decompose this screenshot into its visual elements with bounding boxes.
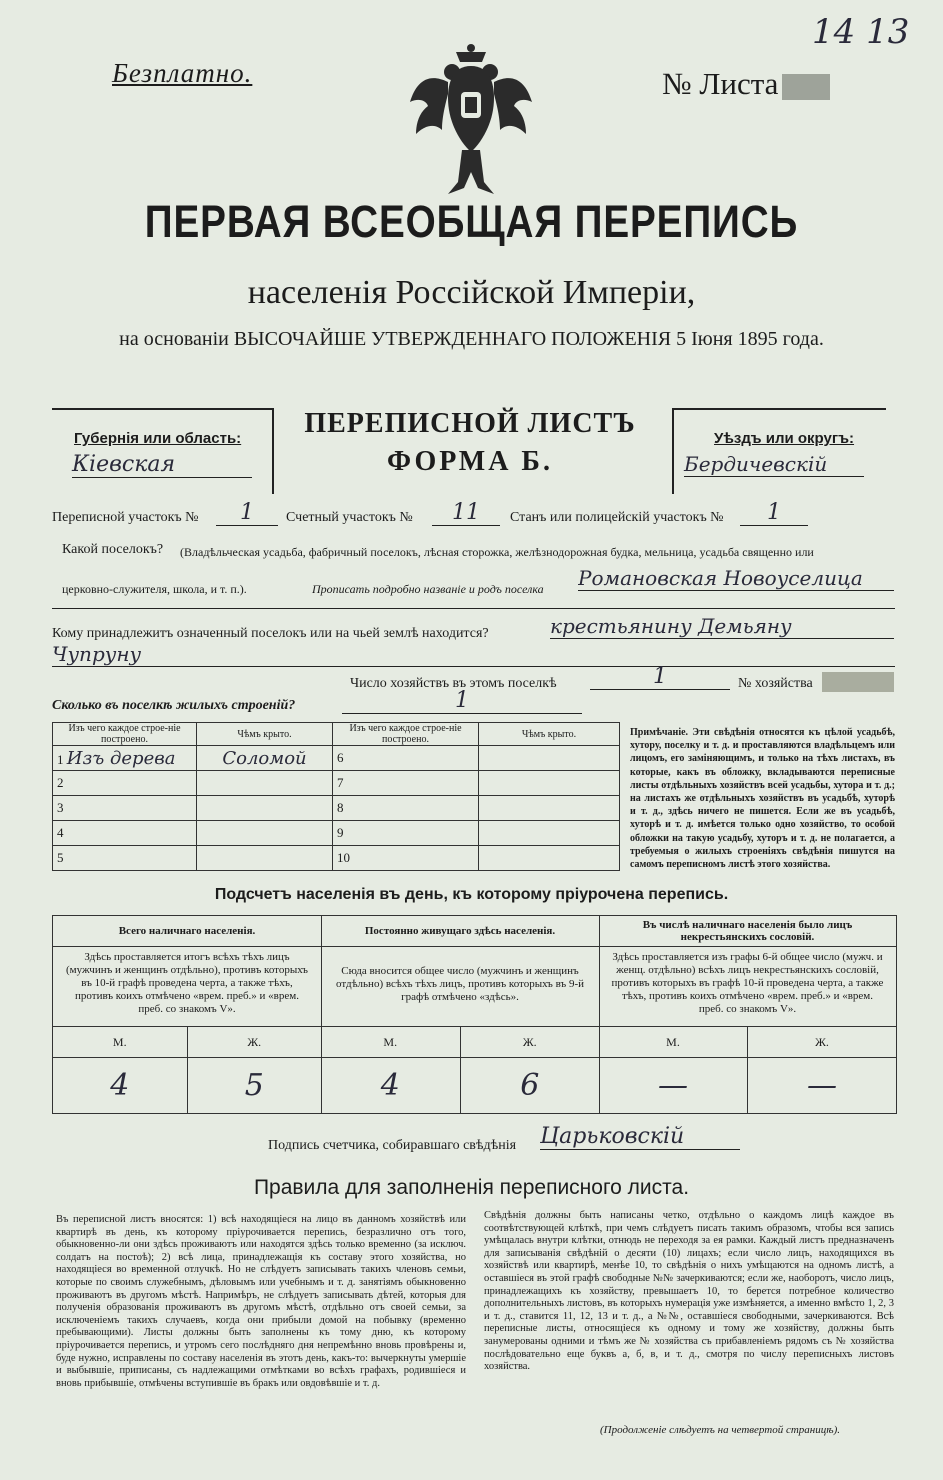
settlement-question: Какой поселокъ? xyxy=(62,542,164,557)
male-count-field[interactable]: 4 xyxy=(53,1058,188,1113)
signature-field[interactable]: Царьковскій xyxy=(540,1124,740,1150)
population-col-permanent xyxy=(321,916,600,1113)
owner-field-1[interactable]: крестьянину Демьяну xyxy=(550,614,894,639)
male-count-field[interactable]: 4 xyxy=(321,1058,461,1113)
form-name: ФОРМА Б. xyxy=(387,446,553,477)
gubernia-label: Губернія или область: xyxy=(74,430,242,447)
buildings-row xyxy=(53,746,620,771)
female-count-field[interactable]: 5 xyxy=(244,1068,264,1103)
buildings-row xyxy=(53,771,620,796)
row-number: 4 xyxy=(53,821,197,846)
female-count-field[interactable]: 6 xyxy=(520,1068,540,1103)
male-label: М. xyxy=(53,1027,188,1057)
buildings-col-material: Изъ чего каждое строе-ніе построено. xyxy=(53,723,197,746)
buildings-table xyxy=(52,722,620,871)
form-subtitle: населенія Россійской Имперіи, xyxy=(247,274,696,311)
settlement-hint-3: Прописать подробно названіе и родъ поселка xyxy=(312,582,544,596)
rules-right-column: Свѣдѣнія должны быть написаны четко, отдѣльно о каждомъ лицѣ каждое въ соотвѣтствующей клѣткѣ, при чемъ слѣдуетъ писать такимъ образомъ, чтобы вся запись умѣщалась внутри клѣтки, отнюдь не переходя за ея рамки. Каждый листъ предназначенъ для записыванія свѣдѣній о десяти (10) лицахъ; если число лицъ, находящихся въ хозяйствѣ или квартирѣ, менѣе 10, то свѣдѣнія о нихъ умѣщаются на одномъ листѣ, а оставшіеся въ этой графѣ свободные №№ зачеркиваются; если же, наоборотъ, число лицъ, принадлежащихъ къ хозяйству, превышаетъ 10, то берется потребное количество дополнительныхъ листовъ, въ которыхъ нумерація уже измѣняется, а именно вмѣсто 1, 2, 3 и т. д., ставится 11, 12, 13 и т. д., а №№, оставшіеся свободными, зачеркиваются. Всѣ переписные листы, относящіеся къ одному и тому же хозяйству, должны быть занумерованы одними и тѣмъ же № хозяйства съ прибавленіемъ рядомъ съ № хозяйства послѣдовательно еще буквъ а, б, в, и т. д., смотря по числу переписныхъ листовъ хозяйства. xyxy=(484,1210,894,1373)
roof-cell[interactable] xyxy=(479,821,620,846)
roof-cell[interactable] xyxy=(479,771,620,796)
row-number: 9 xyxy=(333,821,479,846)
census-precinct-field[interactable]: 1 xyxy=(216,500,278,526)
buildings-note: Примѣчаніе. Эти свѣдѣнія относятся къ цѣлой усадьбѣ, хутору, поселку и т. д. и проставляются владѣльцемъ или лицомъ, его заміняющимъ, и только на тѣхъ листахъ, въ которые, какъ въ обложку, вкладываются переписные листы отдѣльныхъ хозяйствъ всей усадьбы, хутора и т. д.; на листахъ же отдѣльныхъ хозяйствъ въ усадьбѣ, хуторѣ и т. д., здѣсь ничего не пишется. Если же въ усадьбѣ, хуторѣ и т. д. имѣется только одно хозяйство, то особой обложки на такую усадьбу, хуторъ и т. д. не полагается, а требуемыя о жилыхъ строеніяхъ свѣдѣнія пишутся на самомъ переписномъ листѣ этого хозяйства. xyxy=(630,727,895,871)
settlement-underline xyxy=(52,608,895,609)
rules-left-column: Въ переписной листъ вносятся: 1) всѣ находящіеся на лицо въ данномъ хозяйствѣ или квартирѣ въ день, къ которому пріурочивается перепись, безразлично отъ того, обыкновенно-ли они здѣсь проживаютъ или находятся здѣсь только временно (за исключ. солдатъ на постоѣ); 2) всѣ лица, принадлежащія къ составу этого хозяйства, но находящіеся во временной отлучкѣ. Но не слѣдуетъ записывать такихъ членовъ семьи, которые по своимъ служебнымъ, дѣловымъ или учебнымъ и т. д. занятіямъ обыкновенно проживаютъ въ другомъ мѣстѣ. Напримѣръ, не слѣдуетъ записывать дѣтей, которыя для полученія образованія проживаютъ въ другомъ мѣстѣ, отдѣльно отъ своей семьи, за исключеніемъ такихъ случаевъ, когда они прибыли домой на побывку (временно пребывающими). Листы должны быть заполнены къ тому дню, къ которому пріурочивается перепись, и утромъ сего послѣдняго дня непремѣнно вновь провѣрены и, буде нужно, исправлены по составу населенія въ этотъ день, какъ-то: вычеркнуты умершіе и выбывшіе, приписаны, съ надлежащими отмѣтками во всѣхъ графахъ, родившіеся и вновь прибывшіе, отмѣчены вступившіе въ бракъ или овдовѣвшіе и т. д. xyxy=(56,1214,466,1389)
sheet-number xyxy=(662,66,830,102)
buildings-row xyxy=(53,796,620,821)
male-label: М. xyxy=(321,1027,461,1057)
buildings-col-roof: Чѣмъ крыто. xyxy=(197,723,333,746)
population-col-desc: Сюда вносится общее число (мужчинъ и женщинъ отдѣльно) всѣхъ тѣхъ лицъ, противъ которыхъ въ 9-й графѣ отмѣчено «здѣсь». xyxy=(321,947,599,1027)
uezd-label: Уѣздъ или округъ: xyxy=(714,430,855,447)
row-number: 6 xyxy=(333,746,479,771)
sheet-number-label: № Листа xyxy=(662,66,779,101)
population-col-total xyxy=(53,916,322,1113)
signature-label: Подпись счетчика, собиравшаго свѣдѣнія xyxy=(268,1138,517,1153)
population-title: Подсчетъ населенія въ день, къ которому пріурочена перепись. xyxy=(214,886,729,903)
female-count-field[interactable]: — xyxy=(807,1068,837,1103)
row-number: 8 xyxy=(333,796,479,821)
legal-basis: на основаніи ВЫСОЧАЙШЕ УТВЕРЖДЕННАГО ПОЛОЖЕНІЯ 5 Іюня 1895 года. xyxy=(119,328,824,350)
imperial-eagle-emblem xyxy=(408,42,534,198)
corner-numbers: 14 13 xyxy=(812,12,910,52)
population-col-header: Постоянно живущаго здѣсь населенія. xyxy=(321,916,599,947)
population-col-desc: Здѣсь проставляется изъ графы 6-й общее число (мужч. и женщ. отдѣльно) всѣхъ лицъ некрестьянскихъ сословій, противъ которыхъ въ графѣ 10-й проведена черта, а также тѣхъ, противъ коихъ отмѣчено «врем. преб.» и «врем. преб. со знакомъ V». xyxy=(599,947,896,1027)
buildings-field[interactable]: 1 xyxy=(342,688,582,714)
population-col-desc: Здѣсь проставляется итогъ всѣхъ тѣхъ лицъ (мужчинъ и женщинъ отдѣльно), противъ которыхъ въ 10-й графѣ проведена черта, а также тѣхъ, противъ коихъ отмѣчено «врем. преб.» и «врем. преб. со знакомъ V». xyxy=(53,947,321,1027)
roof-cell[interactable]: Соломой xyxy=(197,746,333,771)
roof-cell[interactable] xyxy=(197,796,333,821)
household-no-stamp xyxy=(822,672,894,692)
male-count-field[interactable]: — xyxy=(599,1058,748,1113)
population-col-header: Въ числѣ наличнаго населенія было лицъ некрестьянскихъ сословій. xyxy=(599,916,896,947)
female-label: Ж. xyxy=(522,1035,537,1049)
buildings-col-roof-2: Чѣмъ крыто. xyxy=(479,723,620,746)
sheet-number-stamp xyxy=(782,74,830,100)
settlement-hint-1: (Владѣльческая усадьба, фабричный поселокъ, лѣсная сторожка, желѣзнодорожная будка, мельница, усадьба священно или xyxy=(180,545,814,559)
roof-cell[interactable] xyxy=(479,796,620,821)
population-col-nonpeasant xyxy=(599,916,896,1113)
row-number: 2 xyxy=(53,771,197,796)
census-precinct-label: Переписной участокъ № xyxy=(52,510,199,525)
count-precinct-label: Счетный участокъ № xyxy=(286,510,413,525)
buildings-label: Сколько въ поселкѣ жилыхъ строеній? xyxy=(52,698,296,713)
population-col-header: Всего наличнаго населенія. xyxy=(53,916,321,947)
roof-cell[interactable] xyxy=(197,771,333,796)
buildings-col-material-2: Изъ чего каждое строе-ніе построено. xyxy=(333,723,479,746)
sheet-title: ПЕРЕПИСНОЙ ЛИСТЪ xyxy=(304,408,636,439)
settlement-field[interactable]: Романовская Новоуселица xyxy=(578,566,894,591)
uezd-box xyxy=(672,408,886,494)
row-number: 5 xyxy=(53,846,197,871)
roof-cell[interactable] xyxy=(197,821,333,846)
rules-title: Правила для заполненія переписного листа. xyxy=(253,1176,690,1199)
roof-cell[interactable] xyxy=(479,846,620,871)
female-label: Ж. xyxy=(815,1035,829,1049)
owner-field-2[interactable]: Чупруну xyxy=(52,642,895,667)
population-table xyxy=(52,915,897,1114)
stan-label: Станъ или полицейскій участокъ № xyxy=(510,510,724,525)
stan-field[interactable]: 1 xyxy=(740,500,808,526)
material-cell[interactable]: Изъ дерева xyxy=(66,747,176,769)
roof-cell[interactable] xyxy=(197,846,333,871)
household-no-label: № хозяйства xyxy=(738,676,813,691)
rules-continued: (Продолженіе слѣдуетъ на четвертой страницѣ). xyxy=(600,1424,840,1436)
gubernia-field[interactable]: Кіевская xyxy=(72,452,252,478)
row-number: 7 xyxy=(333,771,479,796)
free-label: Безплатно. xyxy=(112,58,253,88)
gubernia-box xyxy=(52,408,274,494)
female-label: Ж. xyxy=(247,1035,262,1049)
form-title: ПЕРВАЯ ВСЕОБЩАЯ ПЕРЕПИСЬ xyxy=(144,196,799,247)
buildings-row xyxy=(53,846,620,871)
row-number: 10 xyxy=(333,846,479,871)
row-number: 3 xyxy=(53,796,197,821)
count-precinct-field[interactable]: 11 xyxy=(432,500,500,526)
household-count-label: Число хозяйствъ въ этомъ поселкѣ xyxy=(350,676,557,691)
male-label: М. xyxy=(599,1027,748,1057)
uezd-field[interactable]: Бердичевскій xyxy=(684,452,864,477)
roof-cell[interactable] xyxy=(479,746,620,771)
owner-question: Кому принадлежитъ означенный поселокъ или на чьей землѣ находится? xyxy=(52,626,489,641)
buildings-row xyxy=(53,821,620,846)
settlement-hint-2: церковно-служителя, школа, и т. п.). xyxy=(62,582,247,596)
household-count-field[interactable]: 1 xyxy=(590,664,730,690)
row-number: 1 xyxy=(57,751,64,767)
